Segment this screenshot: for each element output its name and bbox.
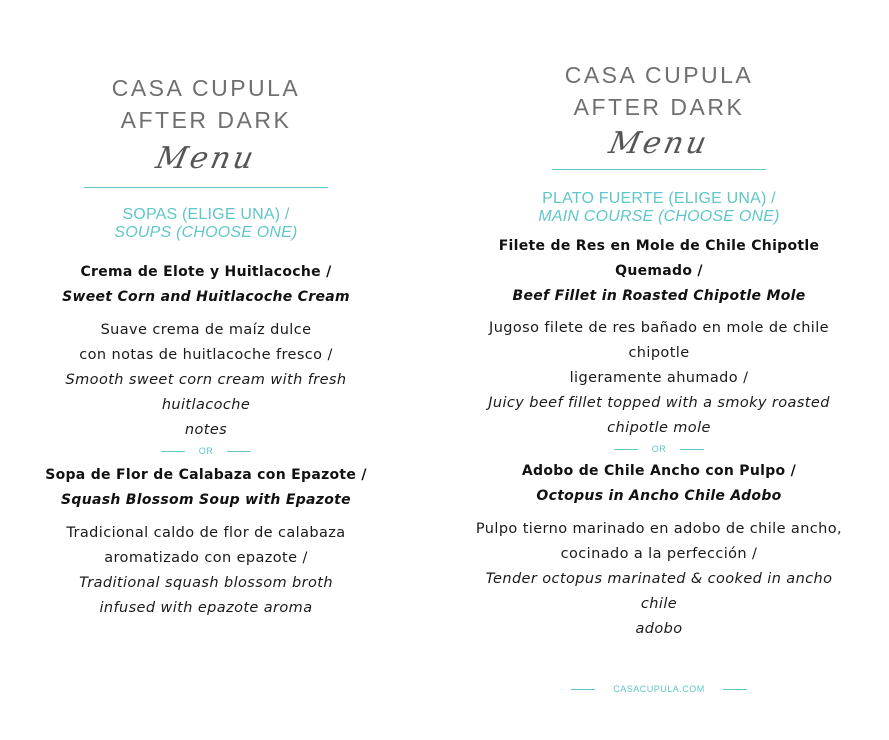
desc-line: chipotle [628,345,690,361]
divider [552,169,766,170]
brand-title-line2: AFTER DARK [120,107,292,133]
dish-item [20,463,392,621]
website-footer [468,684,850,694]
dish-title-es: Adobo de Chile Ancho con Pulpo / [521,463,797,479]
section-heading [468,190,850,226]
desc-line-en: adobo [635,621,683,637]
section-heading [20,206,392,242]
desc-line-en: notes [184,422,228,438]
dish-title-en: Squash Blossom Soup with Epazote [61,492,351,508]
desc-line: con notas de huitlacoche fresco / [79,347,333,363]
desc-line-en: chipotle mole [607,420,711,436]
or-separator [20,445,392,457]
desc-line: Suave crema de maíz dulce [100,322,312,338]
desc-line-en: Tender octopus marinated & cooked in ancho chile [485,571,833,612]
divider [84,187,328,188]
dish-description [20,521,392,621]
menu-page-soups [20,0,392,621]
dish-title-en: Beef Fillet in Roasted Chipotle Mole [512,288,806,304]
dish-title-en: Sweet Corn and Huitlacoche Cream [62,289,350,305]
desc-line: cocinado a la perfección / [560,546,758,562]
dish-title-es: Sopa de Flor de Calabaza con Epazote / [45,467,367,483]
brand-title-line1: CASA CUPULA [111,75,301,101]
dish-description [468,517,850,642]
dish-title-es: Quemado / [615,263,703,279]
section-heading-en: MAIN COURSE (CHOOSE ONE) [538,208,780,225]
desc-line: Tradicional caldo de flor de calabaza [66,525,346,541]
website-link[interactable]: CASACUPULA.COM [613,684,705,694]
section-heading-es: PLATO FUERTE (ELIGE UNA) / [542,190,776,207]
dish-description [468,316,850,441]
desc-line: ligeramente ahumado / [569,370,749,386]
brand-title-line1: CASA CUPULA [564,62,754,88]
or-separator [468,443,850,455]
or-label: OR [198,446,214,456]
section-heading-en: SOUPS (CHOOSE ONE) [114,224,298,241]
desc-line-en: Traditional squash blossom broth [79,575,333,591]
brand-title-line2: AFTER DARK [573,94,745,120]
desc-line: Jugoso filete de res bañado en mole de chile [489,320,829,336]
desc-line: Pulpo tierno marinado en adobo de chile ancho, [475,521,843,537]
desc-line-en: Juicy beef fillet topped with a smoky roasted [488,395,830,411]
menu-script-title: Menu [605,126,713,161]
dish-title-es: Crema de Elote y Huitlacoche / [80,264,332,280]
dish-item [468,459,850,642]
desc-line: aromatizado con epazote / [104,550,308,566]
dish-item [20,260,392,443]
or-label: OR [651,444,667,454]
menu-page-main-course [468,0,850,642]
dish-item [468,234,850,441]
dish-title-es: Filete de Res en Mole de Chile Chipotle [498,238,820,254]
desc-line-en: infused with epazote aroma [99,600,313,616]
dish-description [20,318,392,443]
menu-script-title: Menu [152,141,260,176]
dish-title-en: Octopus in Ancho Chile Adobo [536,488,782,504]
section-heading-es: SOPAS (ELIGE UNA) / [122,206,290,223]
desc-line-en: Smooth sweet corn cream with fresh huitlacoche [65,372,347,413]
